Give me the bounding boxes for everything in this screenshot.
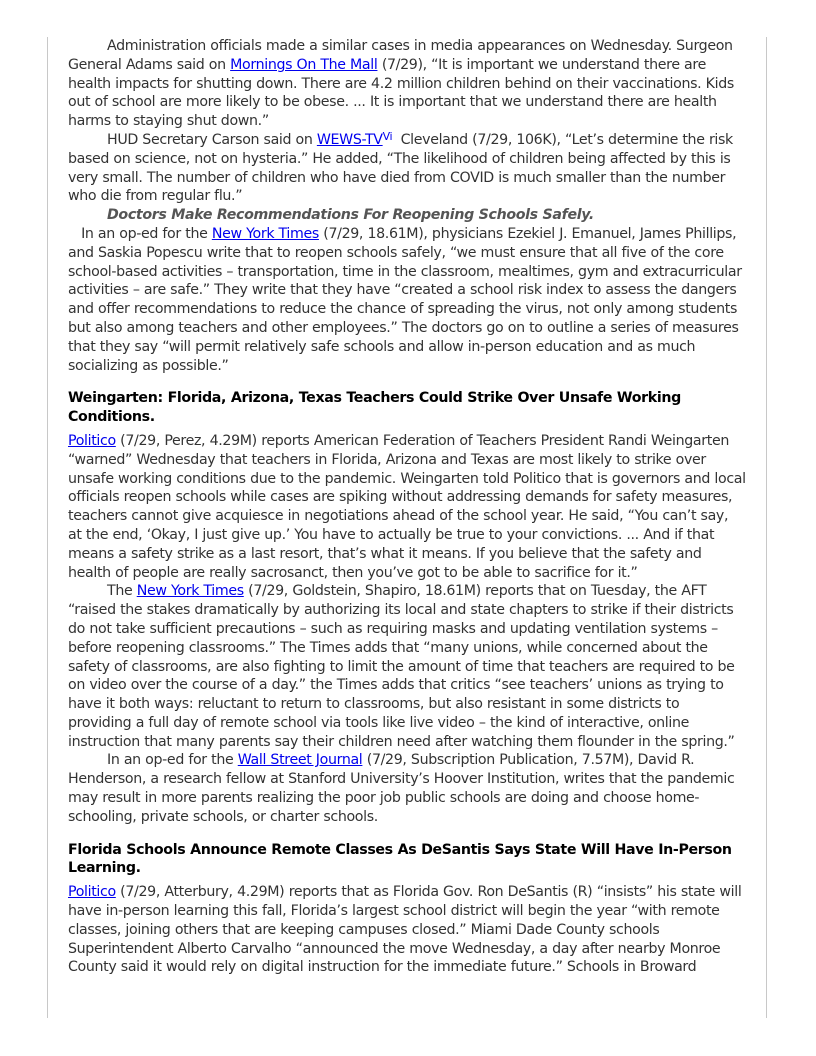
paragraph-doctors — [68, 206, 746, 375]
paragraph-text: Cleveland (7/29, 106K), “Let’s determine the risk based on science, not on hysteria.” He added, “The likelihood of children being affected by this is very small. The number of children who have died from COVID is much smaller than the number who die from regular flu.” — [68, 131, 733, 205]
paragraph-text: The — [107, 583, 137, 600]
paragraph-text: (7/29, Perez, 4.29M) reports American Federation of Teachers President Randi Weingarten “warned” Wednesday that teachers in Florida, Arizona and Texas are most likely to strike over unsafe working conditions due to the pandemic. Weingarten told Politico that is governors and local officials reopen schools while cases are spiking without addressing demands for safety measures, teachers cannot give acquiesce in negotiations ahead of the school year. He said, “You can’t say, at the end, ‘Okay, I just give up.’ You have to actually be true to your convictions. ... And if that means a safety strike as a last resort, that’s what it means. If you believe that the safety and health of people are really sacrosanct, then you’ve got to be able to sacrifice for it.” — [68, 432, 746, 581]
paragraph-politico-weingarten — [68, 432, 746, 582]
paragraph-text: (7/29, Goldstein, Shapiro, 18.61M) reports that on Tuesday, the AFT “raised the stakes dramatically by authorizing its local and state chapters to strike if their districts do not take sufficient precautions – such as requiring masks and updating ventilation systems – before reopening classrooms.” The Times adds that “many unions, while concerned about the safety of classrooms, are also fighting to limit the amount of time that teachers are required to be on video over the course of a day.” the Times adds that critics “see teachers’ unions as trying to have it both ways: reluctant to return to classrooms, but also resistant in some districts to providing a full day of remote school via tools like live video – the kind of interactive, online instruction that many parents say their children need after watching them flounder in the spring.” — [68, 583, 735, 750]
paragraph-text: (7/29, 18.61M), physicians Ezekiel J. Emanuel, James Phillips, and Saskia Popescu write that to reopen schools safely, “we must ensure that all five of the core school-based activities – transportation, time in the classroom, mealtimes, gym and extracurricular activities – are safe.” They write that they have “created a school risk index to assess the dangers and offer recommendations to reduce the chance of spreading the virus, not only among students but also among teachers and other employees.” The doctors go on to outline a series of measures that they say “will permit relatively safe schools and allow in-person education and as much socializing as possible.” — [68, 225, 742, 374]
paragraph-text: (7/29, Subscription Publication, 7.57M), David R. Henderson, a research fellow at Stanford University’s Hoover Institution, writes that the pandemic may result in more parents realizing the poor job public schools are doing and choose home-schooling, private schools, or charter schools. — [68, 752, 735, 825]
paragraph-wsj-henderson — [68, 751, 746, 826]
paragraph-politico-florida — [68, 883, 746, 977]
paragraph-text: (7/29, Atterbury, 4.29M) reports that as Florida Gov. Ron DeSantis (R) “insists” his state will have in-person learning this fall, Florida’s largest school district will begin the year “with remote classes, joining others that are keeping campuses closed.” Miami Dade County schools Superintendent Alberto Carvalho “announced the move Wednesday, a day after nearby Monroe County said it would rely on digital instruction for the immediate future.” Schools in Broward — [68, 884, 742, 976]
paragraph-text: Administration officials made a similar cases in media appearances on Wednesday. Surgeon General Adams said on — [68, 38, 733, 73]
paragraph-text: (7/29), “It is important we understand there are health impacts for shutting down. There are 4.2 million children behind on their vaccinations. Kids out of school are more likely to be obese. ... It is important that we understand there are health harms to staying shut down.” — [68, 56, 734, 130]
link-politico[interactable]: Politico — [68, 884, 116, 901]
spacer — [68, 827, 746, 841]
link-new-york-times[interactable]: New York Times — [211, 225, 319, 242]
paragraph-carson — [68, 131, 746, 206]
link-politico[interactable]: Politico — [68, 432, 116, 449]
document-content — [48, 37, 766, 977]
link-wall-street-journal[interactable]: Wall Street Journal — [237, 752, 363, 769]
link-wews-tv[interactable]: WEWS-TV — [316, 131, 383, 148]
link-new-york-times[interactable]: New York Times — [136, 583, 244, 600]
link-mornings-on-the-mall[interactable]: Mornings On The Mall — [230, 56, 378, 73]
subheading-doctors: Doctors Make Recommendations For Reopening Schools Safely. — [107, 207, 594, 224]
document-page — [47, 37, 767, 1018]
paragraph-text: HUD Secretary Carson said on — [107, 131, 317, 148]
paragraph-text: In an op-ed for the — [107, 752, 238, 769]
headline-florida: Florida Schools Announce Remote Classes As DeSantis Says State Will Have In-Person Learning. — [68, 841, 732, 877]
spacer — [68, 375, 746, 389]
headline-weingarten: Weingarten: Florida, Arizona, Texas Teachers Could Strike Over Unsafe Working Conditions. — [68, 390, 681, 426]
video-indicator-icon[interactable]: Vi — [382, 129, 393, 143]
paragraph-text: In an op-ed for the — [68, 225, 212, 242]
paragraph-nyt-aft — [68, 582, 746, 751]
paragraph-adams — [68, 37, 746, 131]
